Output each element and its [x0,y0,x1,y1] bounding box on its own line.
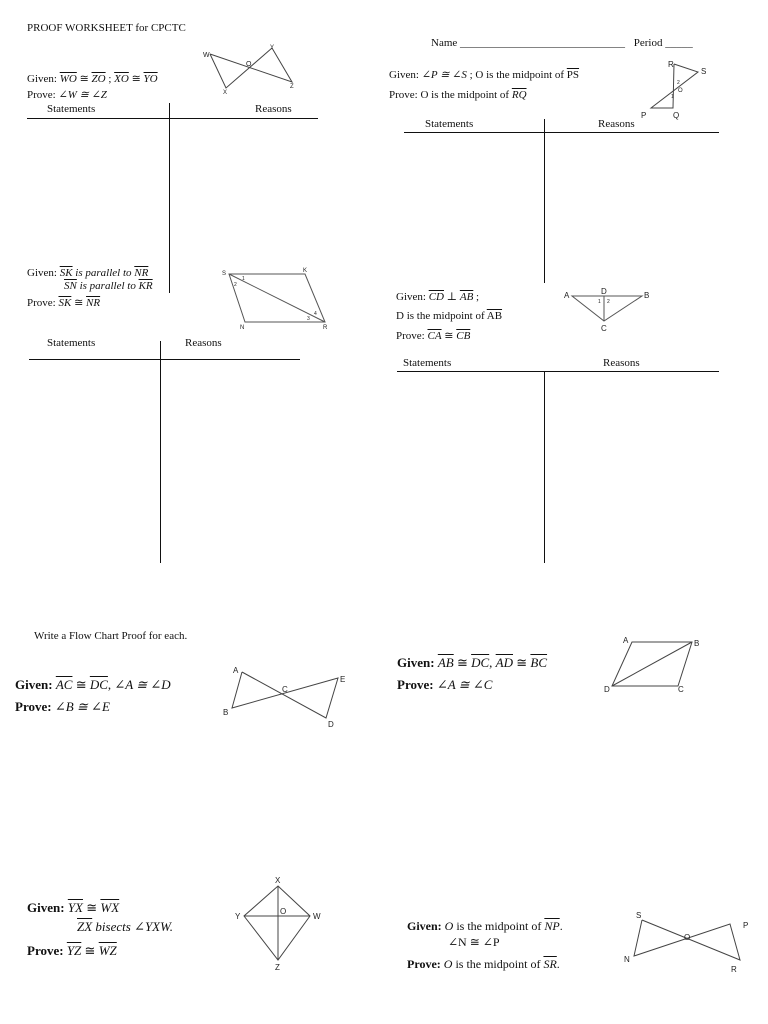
p1-reasons-header: Reasons [255,103,292,115]
flow-q1-label-b: B [223,708,229,717]
p4-table-rule [397,371,719,372]
flow-q2-figure [598,634,710,696]
flow-q3-label-z: Z [275,963,280,972]
p1-table-rule [27,118,318,119]
flow-q2-label-d: D [604,685,610,694]
p2-table-divider [544,119,545,283]
name-blank: ______________________________ [460,37,626,49]
p3-statements-header: Statements [47,337,96,349]
flow-q4-prove: Prove: O is the midpoint of $\overline{SR}$. [407,957,560,971]
p4-reasons-header: Reasons [603,357,640,369]
p4-figure [562,286,656,336]
flow-q3-label-x: X [275,876,281,885]
flow-q4-label-o: O [684,933,691,942]
p3-label-1: 1 [242,276,245,282]
flow-q3-prove: Prove: $\overline{YZ}$ ≅ $\overline{WZ}$ [27,943,117,958]
p1-prove: Prove: ∠W ≅ ∠Z [27,89,107,101]
p2-label-o: O [678,88,683,94]
p1-label-o: O [246,61,252,68]
p1-figure [200,44,300,100]
p4-label-b: B [644,291,650,300]
flow-q1-label-e: E [340,675,346,684]
p3-table-rule [29,359,300,360]
flow-q2-label-b: B [694,639,700,648]
flow-q1-label-a: A [233,666,239,675]
p4-prove: Prove: $\overline{CA}$ ≅ $\overline{CB}$ [396,330,471,342]
p2-label-s: S [701,67,707,76]
p4-label-2: 2 [607,299,610,305]
p3-label-4: 4 [314,311,317,317]
flow-q4-label-n: N [624,955,630,964]
flow-q3-figure [230,874,330,972]
flow-q4-label-p: P [743,921,749,930]
p2-table-rule [404,132,719,133]
flow-q4-given-line2: ∠N ≅ ∠P [448,935,500,949]
p4-given-line2: D is the midpoint of $\overline{AB}$ [396,310,503,322]
worksheet-title: PROOF WORKSHEET for CPCTC [27,22,186,34]
p1-table-divider [169,103,170,293]
p3-label-s: S [222,271,227,277]
flow-q3-label-y: Y [235,912,241,921]
p1-label-y: Y [270,45,275,51]
name-label: Name [431,37,458,49]
p3-figure [219,266,335,332]
flow-q2-label-c: C [678,685,684,694]
p3-label-k: K [303,268,308,274]
flow-q3-label-w: W [313,912,321,921]
flow-q4-label-s: S [636,911,642,920]
p4-statements-header: Statements [403,357,452,369]
p3-table-divider [160,341,161,563]
p4-label-1: 1 [598,299,601,305]
p1-label-w: W [203,52,210,59]
flow-q3-label-o: O [280,907,287,916]
p3-label-3: 3 [307,316,310,322]
flow-q2-given: Given: $\overline{AB}$ ≅ $\overline{DC}$, $\overline{AD}$ ≅ $\overline{BC}$ [397,655,548,670]
flow-q1-given: Given: $\overline{AC}$ ≅ $\overline{DC}$, ∠A ≅ ∠D [15,677,171,692]
p4-table-divider [544,372,545,563]
p2-label-q: Q [673,111,680,120]
flow-q1-figure [220,664,350,730]
flow-q3-given: Given: $\overline{YX}$ ≅ $\overline{WX}$ [27,900,120,915]
p2-prove: Prove: O is the midpoint of $\overline{RQ}$ [389,89,527,101]
flow-q1-label-d: D [328,720,334,729]
p2-reasons-header: Reasons [598,118,635,130]
flow-q3-given-line2: $\overline{ZX}$ bisects ∠YXW. [77,919,174,934]
flow-instruction: Write a Flow Chart Proof for each. [34,630,188,642]
p3-given-line2: $\overline{SN}$ is parallel to $\overline{KR}$ [64,280,153,292]
period-label: Period [633,37,663,49]
p1-label-x: X [223,90,228,96]
flow-q4-given: Given: O is the midpoint of $\overline{NP}$. [407,919,563,933]
name-field[interactable] [431,36,693,50]
flow-q1-prove: Prove: ∠B ≅ ∠E [15,699,110,714]
p3-given: Given: $\overline{SK}$ is parallel to $\overline{NR}$ [27,267,149,279]
p2-label-p: P [641,111,647,120]
p3-label-r: R [323,325,328,331]
p1-label-z: Z [290,84,294,90]
p2-given: Given: ∠P ≅ ∠S ; O is the midpoint of $\overline{PS}$ [389,69,580,81]
flow-q2-label-a: A [623,636,629,645]
p1-given: Given: $\overline{WO}$ ≅ $\overline{ZO}$ ; $\overline{XO}$ ≅ $\overline{YO}$ [27,73,158,85]
p3-label-2: 2 [234,282,237,288]
flow-q2-prove: Prove: ∠A ≅ ∠C [397,677,493,692]
p2-label-1: 1 [671,94,674,100]
p2-label-r: R [668,60,674,69]
p4-label-d: D [601,287,607,296]
p4-given: Given: $\overline{CD}$ ⊥ $\overline{AB}$ ; [396,291,480,303]
p2-figure [638,56,714,122]
p3-prove: Prove: $\overline{SK}$ ≅ $\overline{NR}$ [27,297,101,309]
p4-label-a: A [564,291,570,300]
flow-q4-figure [620,906,756,976]
flow-q1-label-c: C [282,685,288,694]
p3-reasons-header: Reasons [185,337,222,349]
p2-label-2: 2 [677,80,680,86]
period-blank: _____ [665,37,693,49]
p2-statements-header: Statements [425,118,474,130]
p4-label-c: C [601,324,607,333]
p1-statements-header: Statements [47,103,96,115]
flow-q4-label-r: R [731,965,737,974]
p3-label-n: N [240,325,245,331]
